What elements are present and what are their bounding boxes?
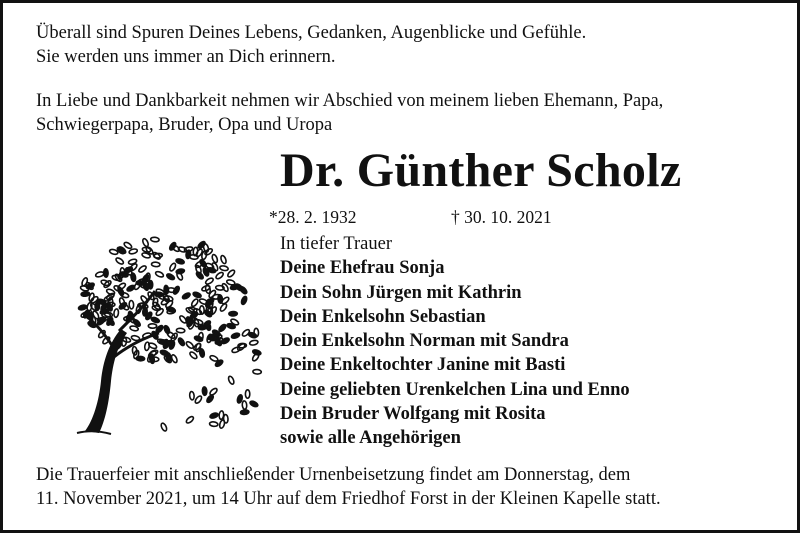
leaf (229, 311, 238, 316)
mourner-entry: Dein Sohn Jürgen mit Kathrin (280, 282, 522, 303)
leaf (209, 355, 218, 363)
mourner-entry: sowie alle Angehörigen (280, 428, 461, 449)
mourner-entry: Dein Bruder Wolfgang mit Rosita (280, 404, 546, 425)
ceremony-line: 11. November 2021, um 14 Uhr auf dem Friedhof Forst in der Kleinen Kapelle statt. (36, 489, 661, 509)
leaf (160, 422, 168, 431)
mourner-entry: Dein Enkelsohn Norman mit Sandra (280, 331, 569, 352)
leaf (176, 268, 185, 274)
leaf (231, 332, 240, 339)
leaf (189, 391, 194, 400)
leaf (169, 262, 177, 271)
leaf (248, 332, 257, 339)
leaf (252, 349, 261, 356)
leaf (81, 291, 90, 296)
leaf (214, 359, 223, 368)
leaf (78, 304, 87, 310)
farewell-line: In Liebe und Dankbarkeit nehmen wir Abschied von meinem lieben Ehemann, Papa, (36, 91, 664, 111)
deceased-name: Dr. Günther Scholz (280, 144, 682, 197)
leaf (219, 265, 228, 271)
leaf (114, 309, 119, 318)
leaf (184, 246, 193, 252)
leaf (95, 271, 104, 278)
leaf (151, 262, 160, 267)
leaf (251, 353, 259, 362)
leaf (227, 375, 234, 384)
ceremony-text (36, 463, 661, 511)
leaf (144, 342, 150, 351)
leaf (148, 324, 156, 329)
leaf (179, 315, 188, 324)
leaf (194, 260, 203, 268)
leaf (151, 316, 160, 323)
leaf (129, 300, 134, 309)
leaf (220, 255, 227, 264)
ground-line (77, 431, 111, 434)
leaf (209, 421, 218, 426)
leaf (211, 254, 218, 263)
intro-text (36, 21, 586, 69)
ceremony-line: Die Trauerfeier mit anschließender Urnenbeisetzung findet am Donnerstag, dem (36, 465, 631, 485)
mourner-entry: Deine Enkeltochter Janine mit Basti (280, 355, 566, 376)
leaf (205, 277, 214, 285)
leaf (191, 298, 200, 307)
wind-blown-tree-icon (63, 221, 263, 443)
mourner-entry: Dein Enkelsohn Sebastian (280, 306, 486, 327)
farewell-line: Schwiegerpapa, Bruder, Opa und Uropa (36, 115, 333, 135)
leaf (166, 273, 175, 281)
leaf (249, 340, 258, 346)
leaf (209, 412, 218, 419)
leaf (126, 284, 135, 292)
leaf (155, 271, 164, 278)
farewell-text (36, 89, 663, 137)
birth-date: *28. 2. 1932 (269, 207, 357, 227)
death-date: † 30. 10. 2021 (451, 207, 552, 227)
leaf (160, 349, 169, 356)
leaf (169, 242, 177, 251)
leaf (223, 414, 228, 423)
leaf (182, 292, 191, 300)
leaf (206, 394, 215, 403)
leaf (136, 280, 145, 285)
leaf (192, 291, 201, 298)
mourners-block (280, 232, 630, 451)
leaf (197, 240, 206, 249)
leaf (150, 237, 159, 242)
leaf (142, 238, 150, 247)
leaf (95, 302, 100, 311)
leaf (202, 387, 207, 396)
leaf (166, 341, 175, 346)
leaf (102, 313, 111, 318)
leaf (253, 369, 262, 374)
leaf (240, 410, 249, 415)
leaf (166, 331, 175, 339)
leaf (138, 265, 147, 274)
leaf (249, 400, 258, 408)
leaf (242, 401, 247, 410)
leaf (154, 253, 163, 259)
mourners-heading: In tiefer Trauer (280, 234, 392, 254)
leaf (245, 390, 249, 398)
mourner-entry: Deine Ehefrau Sonja (280, 258, 445, 279)
leaf (176, 328, 185, 333)
leaf (194, 395, 203, 404)
leaf (185, 415, 194, 424)
leaf (240, 296, 247, 305)
intro-line: Überall sind Spuren Deines Lebens, Gedanken, Augenblicke und Gefühle. (36, 23, 587, 43)
leaf (194, 335, 203, 342)
intro-line: Sie werden uns immer an Dich erinnern. (36, 47, 336, 67)
leaf (177, 337, 185, 346)
leaf (226, 279, 235, 286)
leaf (136, 356, 145, 361)
mourner-entry: Deine geliebten Urenkelchen Lina und Enno (280, 379, 630, 400)
leaf (175, 258, 184, 265)
leaf (215, 271, 224, 280)
leaf (117, 282, 126, 290)
leaf (130, 273, 136, 282)
leaf (239, 286, 248, 295)
leaf (115, 257, 124, 265)
leaf (218, 323, 227, 332)
